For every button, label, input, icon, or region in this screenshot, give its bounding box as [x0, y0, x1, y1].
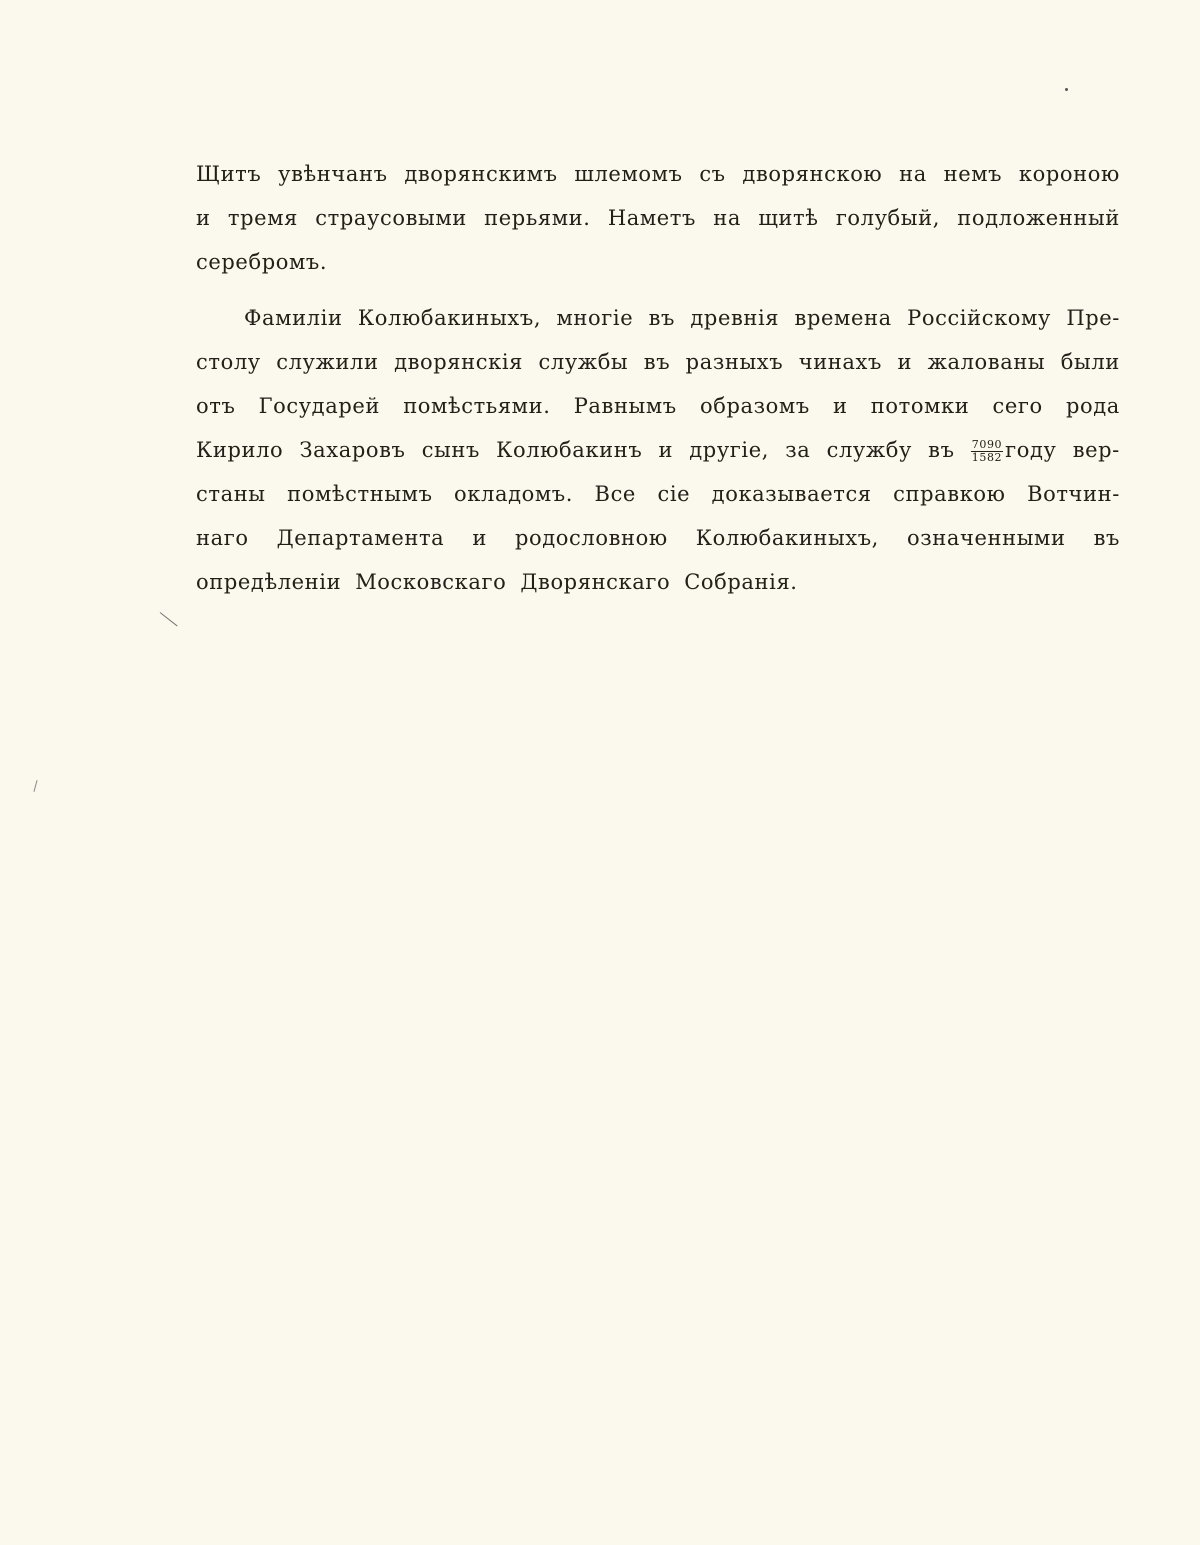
fraction-numerator: 7090 [971, 438, 1003, 451]
word: разныхъ [685, 350, 784, 374]
word: и [897, 350, 913, 374]
word: службы [538, 350, 629, 374]
word: дворянскія [394, 350, 523, 374]
word: сіе [657, 482, 691, 506]
word: дворянскою [742, 162, 883, 186]
word: тремя [227, 206, 298, 230]
word: серебромъ. [196, 250, 328, 274]
word: отъ [196, 394, 236, 418]
fraction-denominator: 1582 [971, 451, 1003, 464]
word: Московскаго [355, 570, 507, 594]
word: на [713, 206, 742, 230]
word: помѣстнымъ [287, 482, 433, 506]
text-line [196, 196, 1120, 240]
word: служили [276, 350, 379, 374]
word: Колюбакиныхъ, [695, 526, 879, 550]
word: и [658, 438, 674, 462]
word: Колюбакиныхъ, [357, 306, 542, 330]
year-fraction [971, 439, 1003, 464]
word: справкою [893, 482, 1006, 506]
word: древнія [690, 306, 780, 330]
word: сего [992, 394, 1043, 418]
word: Россійскому [907, 306, 1051, 330]
word: за [785, 438, 811, 462]
word: наго [196, 526, 249, 550]
word: Кирило [196, 438, 284, 462]
word: многіе [556, 306, 634, 330]
word: короною [1018, 162, 1120, 186]
word: службу [826, 438, 912, 462]
text-line [196, 560, 1120, 604]
text-line [196, 428, 1120, 472]
word: Наметъ [607, 206, 696, 230]
word: въ [1093, 526, 1120, 550]
word: Колюбакинъ [496, 438, 643, 462]
page-mark-dot [1065, 88, 1068, 91]
word: и [833, 394, 848, 418]
word: доказывается [711, 482, 872, 506]
word: въ [648, 306, 675, 330]
word: Захаровъ [299, 438, 406, 462]
word: столу [196, 350, 261, 374]
word: жалованы [927, 350, 1046, 374]
text-line [196, 152, 1120, 196]
word: немъ [943, 162, 1003, 186]
word: Собранія. [684, 570, 798, 594]
word: увѣнчанъ [278, 162, 388, 186]
word: щитѣ [758, 206, 819, 230]
paragraph-shield-description [196, 152, 1120, 284]
word: опредѣленіи [196, 570, 342, 594]
text-line [196, 472, 1120, 516]
paragraph-gap [196, 284, 1120, 296]
word: Пре- [1066, 306, 1120, 330]
text-line [196, 296, 1120, 340]
word: году [1005, 438, 1057, 462]
word: съ [699, 162, 726, 186]
word: другіе, [689, 438, 770, 462]
word: потомки [870, 394, 970, 418]
word: страусовыми [315, 206, 467, 230]
text-line [196, 240, 1120, 284]
word: рода [1065, 394, 1120, 418]
word: Щитъ [196, 162, 262, 186]
text-line [196, 516, 1120, 560]
word: перьями. [484, 206, 591, 230]
word: голубый, [835, 206, 940, 230]
word: на [899, 162, 927, 186]
word: были [1060, 350, 1120, 374]
word: дворянскимъ [404, 162, 558, 186]
word: помѣстьями. [403, 394, 551, 418]
word: чинахъ [798, 350, 882, 374]
page-mark-tick [33, 780, 37, 792]
word: Дворянскаго [520, 570, 671, 594]
word: шлемомъ [574, 162, 683, 186]
word: окладомъ. [454, 482, 574, 506]
year-with-fraction [971, 428, 1057, 472]
word: подложенный [957, 206, 1120, 230]
word: станы [196, 482, 266, 506]
word: означенными [906, 526, 1066, 550]
word: въ [928, 438, 955, 462]
word: въ [643, 350, 671, 374]
body-text [196, 152, 1120, 604]
word: Вотчин- [1027, 482, 1120, 506]
word: Все [594, 482, 636, 506]
word: сынъ [421, 438, 480, 462]
word: родословною [514, 526, 668, 550]
paragraph-family-history [196, 296, 1120, 604]
page-mark-stroke [160, 612, 178, 626]
word: Фамиліи [244, 306, 343, 330]
word: Равнымъ [573, 394, 677, 418]
text-line [196, 384, 1120, 428]
word: времена [794, 306, 892, 330]
word: образомъ [699, 394, 810, 418]
word: Государей [258, 394, 380, 418]
word: и [196, 206, 211, 230]
word: Департамента [276, 526, 445, 550]
word: и [472, 526, 487, 550]
text-line [196, 340, 1120, 384]
word: вер- [1072, 438, 1120, 462]
